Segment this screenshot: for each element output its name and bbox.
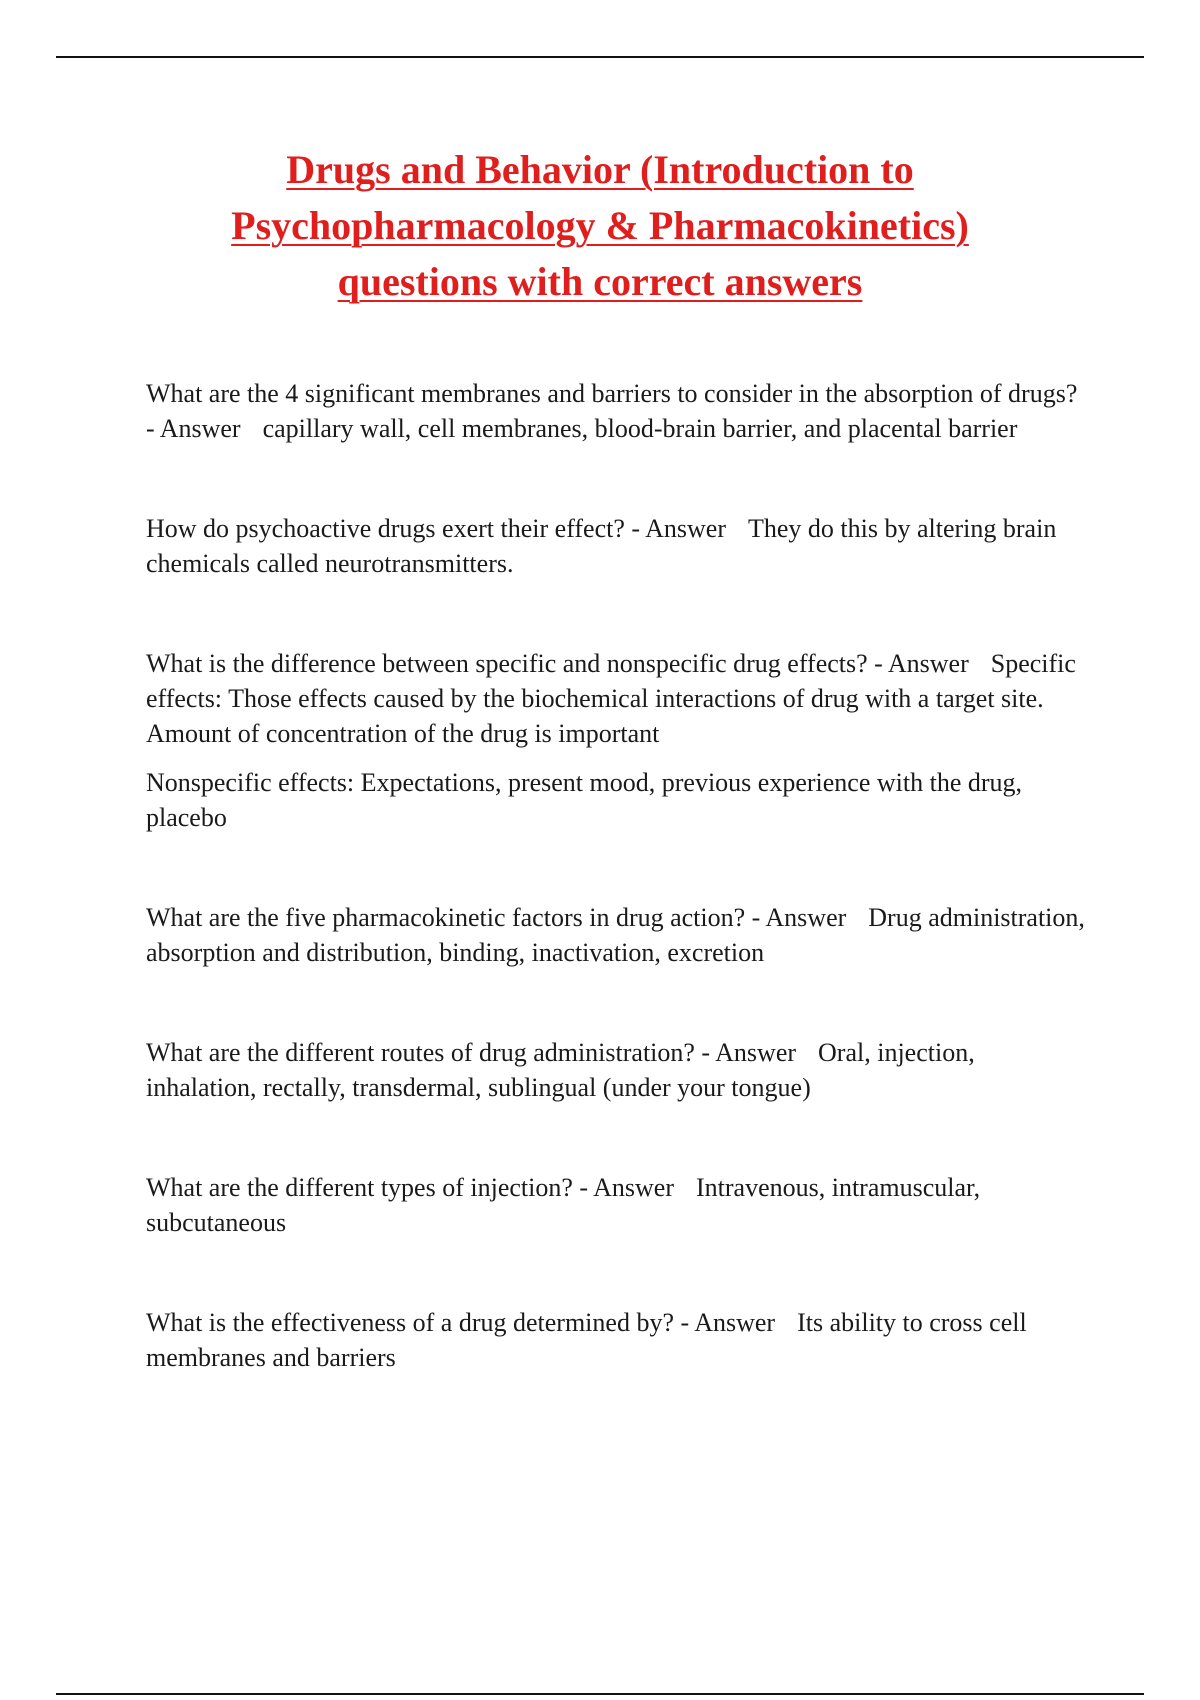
qa-item bbox=[146, 511, 1086, 581]
answer-text: Its ability to cross cell membranes and barriers bbox=[146, 1308, 1027, 1372]
answer-continued-text: Nonspecific effects: Expectations, present mood, previous experience with the drug, placebo bbox=[146, 768, 1023, 832]
answer-text: Intravenous, intramuscular, subcutaneous bbox=[146, 1173, 981, 1237]
document-title: Drugs and Behavior (Introduction to Psychopharmacology & Pharmacokinetics) questions with correct answers bbox=[231, 147, 969, 304]
question-text: What are the five pharmacokinetic factors in drug action? - Answer bbox=[146, 903, 847, 932]
qa-item bbox=[146, 376, 1086, 446]
answer-text: Oral, injection, inhalation, rectally, transdermal, sublingual (under your tongue) bbox=[146, 1038, 975, 1102]
question-text: What is the difference between specific and nonspecific drug effects? - Answer bbox=[146, 649, 969, 678]
qa-item bbox=[146, 1035, 1086, 1105]
question-text: What are the different types of injection? - Answer bbox=[146, 1173, 674, 1202]
qa-item bbox=[146, 646, 1086, 835]
top-rule bbox=[56, 56, 1144, 58]
answer-text: They do this by altering brain chemicals called neurotransmitters. bbox=[146, 514, 1057, 578]
qa-list bbox=[146, 376, 1086, 1440]
qa-item bbox=[146, 1170, 1086, 1240]
answer-text: Specific effects: Those effects caused by the biochemical interactions of drug with a target site. Amount of concentration of the drug is important bbox=[146, 649, 1076, 748]
question-text: What are the 4 significant membranes and barriers to consider in the absorption of drugs? - Answer bbox=[146, 379, 1078, 443]
question-text: What are the different routes of drug administration? - Answer bbox=[146, 1038, 797, 1067]
qa-item bbox=[146, 1305, 1086, 1375]
question-text: How do psychoactive drugs exert their effect? - Answer bbox=[146, 514, 726, 543]
answer-text: Drug administration, absorption and distribution, binding, inactivation, excretion bbox=[146, 903, 1085, 967]
bottom-rule bbox=[56, 1693, 1144, 1695]
answer-text: capillary wall, cell membranes, blood-brain barrier, and placental barrier bbox=[262, 414, 1018, 443]
qa-item bbox=[146, 900, 1086, 970]
question-text: What is the effectiveness of a drug determined by? - Answer bbox=[146, 1308, 776, 1337]
